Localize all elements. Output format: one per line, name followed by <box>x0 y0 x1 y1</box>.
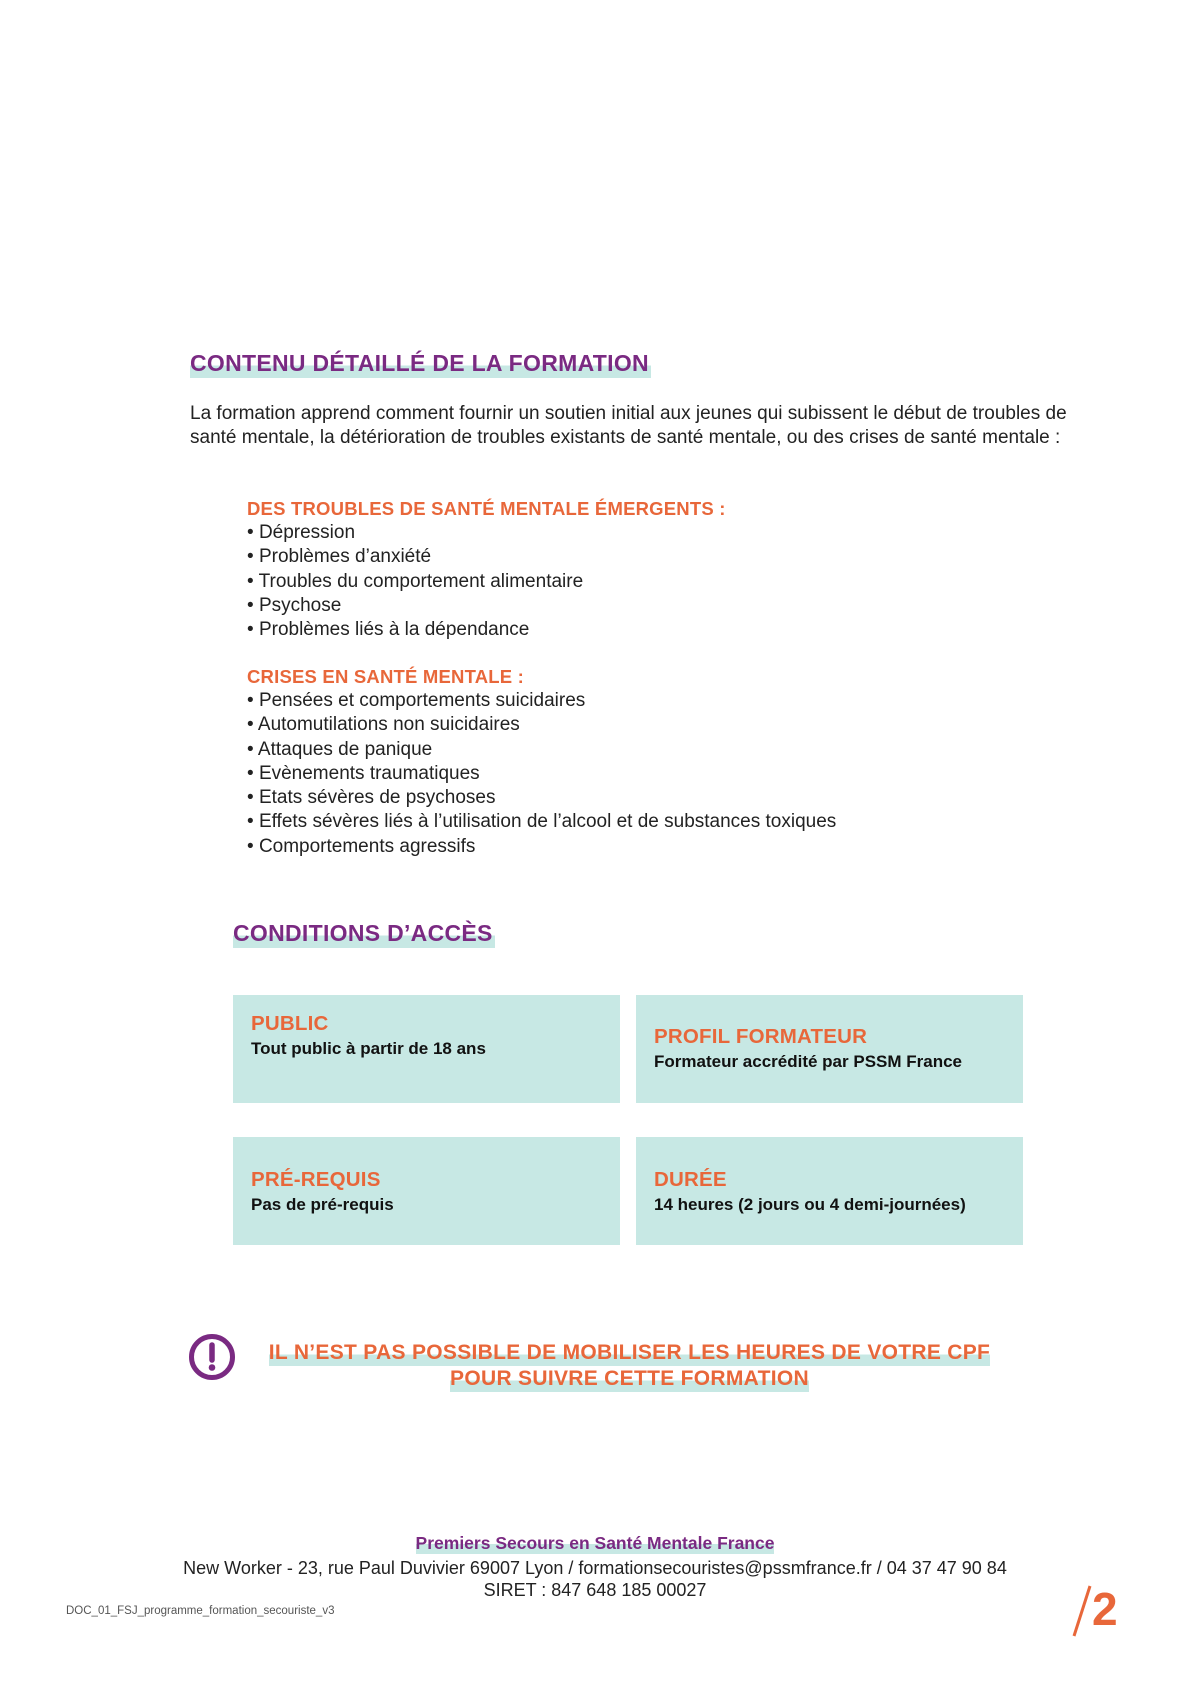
page-number <box>1070 1584 1130 1640</box>
card-trainer-profile-value: Formateur accrédité par PSSM France <box>654 1052 963 1071</box>
list-item: • Troubles du comportement alimentaire <box>247 570 726 594</box>
crisis-section <box>247 665 836 859</box>
footer-org-name: Premiers Secours en Santé Mentale France <box>415 1533 775 1553</box>
list-item: • Problèmes d’anxiété <box>247 545 726 569</box>
card-duration <box>636 1137 1023 1245</box>
conditions-title: CONDITIONS D’ACCÈS <box>233 920 493 946</box>
card-trainer-profile-title: PROFIL FORMATEUR <box>654 1025 868 1048</box>
emerging-disorders-title: DES TROUBLES DE SANTÉ MENTALE ÉMERGENTS : <box>247 498 726 519</box>
list-item: • Comportements agressifs <box>247 835 836 859</box>
content-intro: La formation apprend comment fournir un soutien initial aux jeunes qui subissent le début de troubles de santé mentale, la détérioration de troubles existants de santé mentale, ou des crises de santé mentale : <box>190 403 1067 448</box>
card-duration-value: 14 heures (2 jours ou 4 demi-journées) <box>654 1195 966 1214</box>
cpf-warning-line1: IL N’EST PAS POSSIBLE DE MOBILISER LES HEURES DE VOTRE CPF <box>268 1341 991 1364</box>
footer <box>0 1532 1190 1601</box>
list-item: • Automutilations non suicidaires <box>247 713 836 737</box>
content-section-title: CONTENU DÉTAILLÉ DE LA FORMATION <box>190 350 649 376</box>
list-item: • Etats sévères de psychoses <box>247 786 836 810</box>
cpf-warning <box>247 1340 1012 1392</box>
document-reference: DOC_01_FSJ_programme_formation_secouriste_v3 <box>66 1605 335 1617</box>
list-item: • Evènements traumatiques <box>247 762 836 786</box>
page-number-value: 2 <box>1092 1583 1118 1635</box>
cpf-warning-line2: POUR SUIVRE CETTE FORMATION <box>450 1367 809 1390</box>
list-item: • Problèmes liés à la dépendance <box>247 618 726 642</box>
emerging-disorders-section <box>247 497 726 642</box>
emerging-disorders-list <box>247 521 726 642</box>
card-public <box>233 995 620 1103</box>
exclamation-circle-icon <box>188 1333 236 1381</box>
card-public-value: Tout public à partir de 18 ans <box>251 1039 486 1058</box>
list-item: • Effets sévères liés à l’utilisation de l’alcool et de substances toxiques <box>247 810 836 834</box>
footer-siret: SIRET : 847 648 185 00027 <box>483 1580 707 1600</box>
crisis-title: CRISES EN SANTÉ MENTALE : <box>247 666 525 687</box>
crisis-list <box>247 689 836 859</box>
card-prerequisites-title: PRÉ-REQUIS <box>251 1168 381 1191</box>
content-section-title-wrap <box>190 348 651 378</box>
card-prerequisites-value: Pas de pré-requis <box>251 1195 394 1214</box>
conditions-title-wrap <box>233 918 495 948</box>
footer-address: New Worker - 23, rue Paul Duvivier 69007 Lyon / formationsecouristes@pssmfrance.fr / 04 37 47 90 84 <box>183 1558 1007 1578</box>
list-item: • Dépression <box>247 521 726 545</box>
list-item: • Psychose <box>247 594 726 618</box>
list-item: • Pensées et comportements suicidaires <box>247 689 836 713</box>
card-prerequisites <box>233 1137 620 1245</box>
card-trainer-profile <box>636 995 1023 1103</box>
list-item: • Attaques de panique <box>247 738 836 762</box>
card-public-title: PUBLIC <box>251 1012 329 1035</box>
card-duration-title: DURÉE <box>654 1168 727 1191</box>
